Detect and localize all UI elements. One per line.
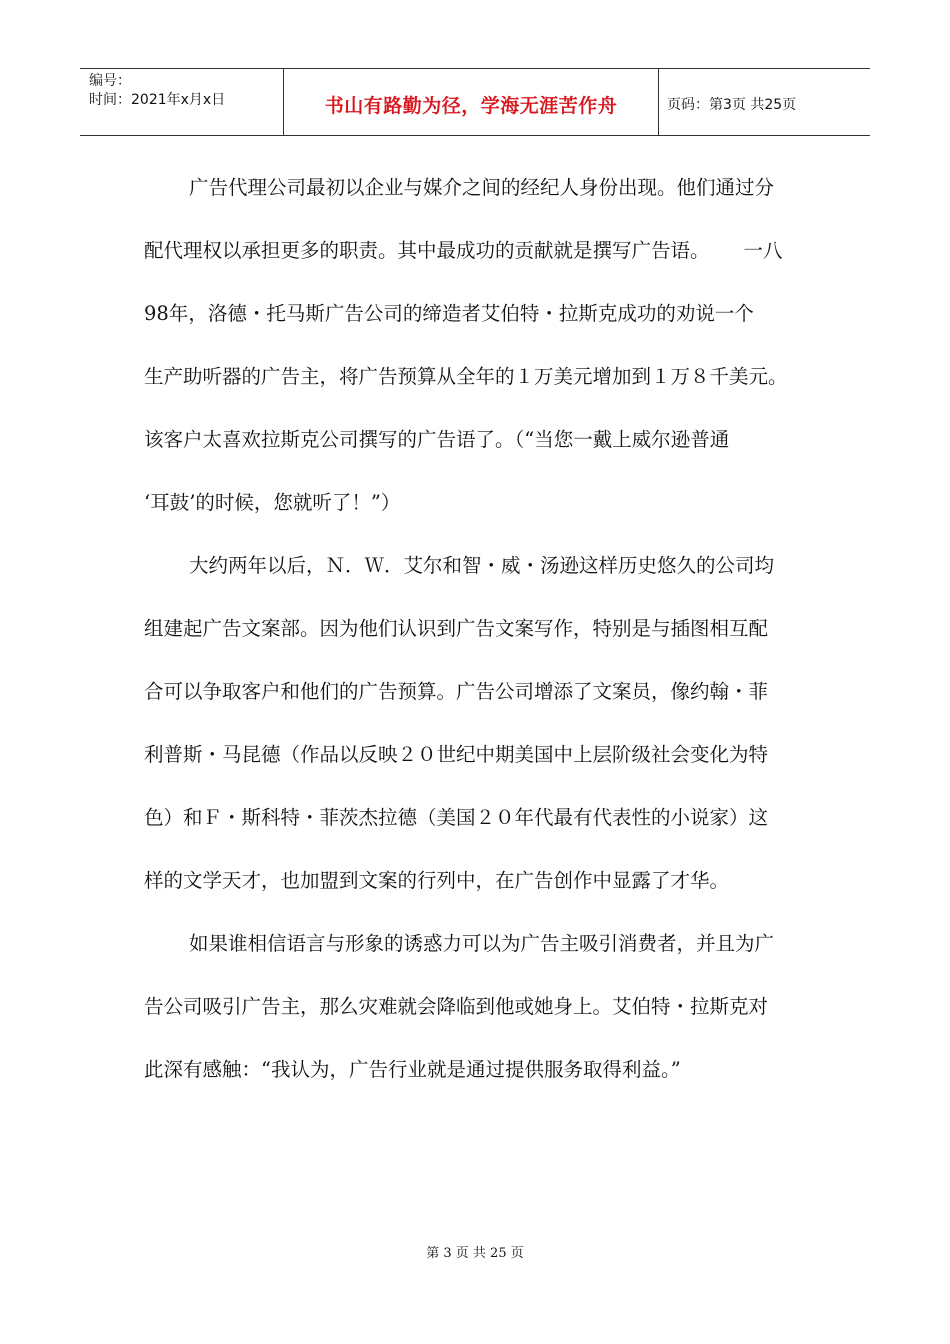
page-header: [80, 68, 870, 136]
paragraph-line: 色）和Ｆ・斯科特・菲茨杰拉德（美国２０年代最有代表性的小说家）这: [144, 806, 769, 829]
paragraph-line: 广告代理公司最初以企业与媒介之间的经纪人身份出现。他们通过分: [189, 176, 775, 199]
paragraph-line: [144, 231, 862, 271]
paragraph-line: 合可以争取客户和他们的广告预算。广告公司增添了文案员，像约翰・菲: [144, 680, 769, 703]
motto-text: 书山有路勤为径，学海无涯苦作舟: [324, 94, 618, 117]
document-body: [144, 168, 862, 1113]
header-info-cell: [80, 69, 283, 135]
paragraph-line: 98年，洛德・托马斯广告公司的缔造者艾伯特・拉斯克成功的劝说一个: [144, 302, 754, 325]
serial-number-label: 编号：: [89, 73, 131, 89]
paragraph-line: 生产助听器的广告主，将广告预算从全年的１万美元增加到１万８千美元。: [144, 365, 788, 388]
footer-page-number: 第 3 页 共 25 页: [426, 1246, 524, 1261]
header-page-cell: [659, 69, 870, 135]
paragraph-text: 一八: [743, 239, 783, 262]
paragraph-line: 告公司吸引广告主，那么灾难就会降临到他或她身上。艾伯特・拉斯克对: [144, 995, 769, 1018]
paragraph-text: 配代理权以承担更多的职责。其中最成功的贡献就是撰写广告语。: [144, 239, 710, 262]
header-page-number: 页码：第3页 共25页: [667, 97, 797, 113]
paragraph-line: 组建起广告文案部。因为他们认识到广告文案写作，特别是与插图相互配: [144, 617, 769, 640]
date-label: 时间：2021年x月x日: [89, 92, 226, 108]
paragraph-line: 如果谁相信语言与形象的诱惑力可以为广告主吸引消费者，并且为广: [189, 932, 775, 955]
paragraph-line: 此深有感触：“我认为，广告行业就是通过提供服务取得利益。”: [144, 1058, 681, 1081]
paragraph-line: 利普斯・马昆德（作品以反映２０世纪中期美国中上层阶级社会变化为特: [144, 743, 769, 766]
header-motto-cell: [283, 69, 659, 135]
paragraph-line: 该客户太喜欢拉斯克公司撰写的广告语了。（“当您一戴上威尔逊普通: [144, 428, 730, 451]
paragraph-line: 大约两年以后，Ｎ．Ｗ．艾尔和智・威・汤逊这样历史悠久的公司均: [189, 554, 775, 577]
page-footer: [0, 1242, 950, 1261]
paragraph-line: 样的文学天才，也加盟到文案的行列中，在广告创作中显露了才华。: [144, 869, 730, 892]
paragraph-line: ‘耳鼓’的时候，您就听了！”）: [144, 491, 401, 514]
